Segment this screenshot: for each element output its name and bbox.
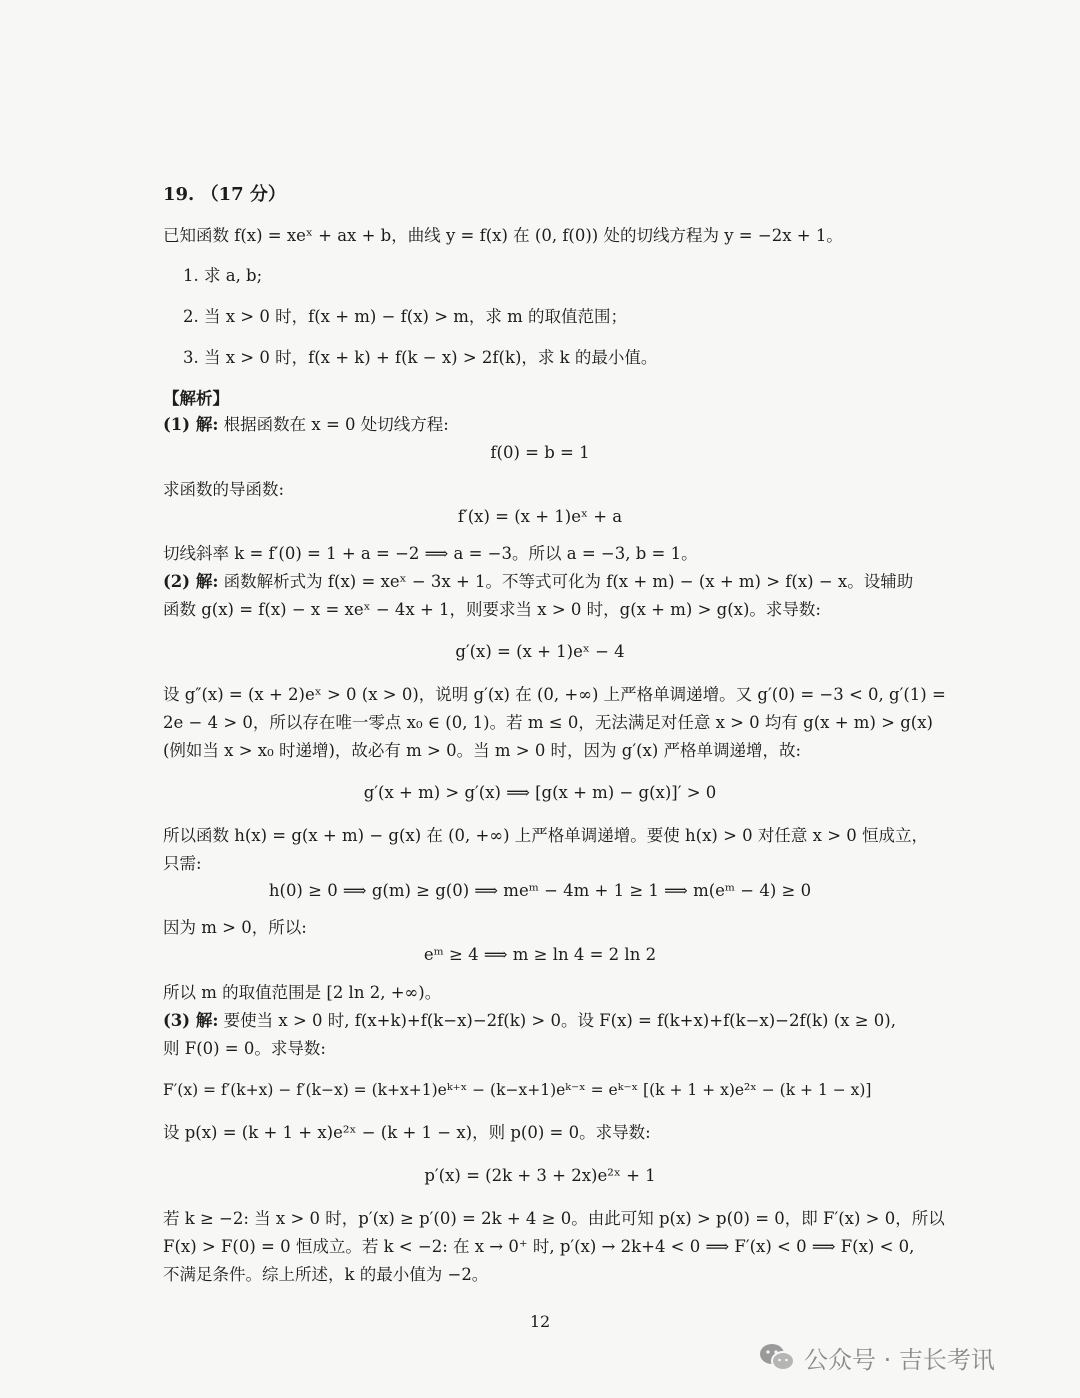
part2-line5: (例如当 x > x₀ 时递增)，故必有 m > 0。当 m > 0 时，因为 g′(x) 严格单调递增，故: (163, 741, 802, 760)
watermark (758, 1340, 995, 1374)
part3-line6: 不满足条件。综上所述，k 的最小值为 −2。 (163, 1265, 489, 1284)
part2-line6: 所以函数 h(x) = g(x + m) − g(x) 在 (0, +∞) 上严格单调递增。要使 h(x) > 0 对任意 x > 0 恒成立， (163, 826, 929, 845)
part1-text3: 切线斜率 k = f′(0) = 1 + a = −2 ⟹ a = −3。所以 a = −3, b = 1。 (163, 544, 698, 563)
problem-number: 19. (163, 184, 195, 205)
part3-line3: 设 p(x) = (k + 1 + x)e²ˣ − (k + 1 − x)，则 p(0) = 0。求导数: (163, 1123, 651, 1142)
part2-eq4: eᵐ ≥ 4 ⟹ m ≥ ln 4 = 2 ln 2 (423, 945, 657, 964)
part1-text: 根据函数在 x = 0 处切线方程: (218, 415, 449, 434)
part1-text2: 求函数的导函数: (163, 480, 285, 499)
part2-line7: 只需: (163, 854, 202, 873)
part2-line2: 函数 g(x) = f(x) − x = xeˣ − 4x + 1，则要求当 x > 0 时，g(x + m) > g(x)。求导数: (163, 600, 821, 619)
part3-line1 (163, 1010, 896, 1032)
part2-line9: 所以 m 的取值范围是 [2 ln 2, +∞)。 (163, 983, 442, 1002)
page-number: 12 (529, 1312, 551, 1331)
problem-points: （17 分） (200, 184, 286, 205)
part1-eq2: f′(x) = (x + 1)eˣ + a (457, 507, 623, 526)
part3-eq2: p′(x) = (2k + 3 + 2x)e²ˣ + 1 (424, 1166, 656, 1185)
part2-line8: 因为 m > 0，所以: (163, 918, 307, 937)
part3-line4: 若 k ≥ −2: 当 x > 0 时，p′(x) ≥ p′(0) = 2k + 4 ≥ 0。由此可知 p(x) > p(0) = 0，即 F′(x) > 0，所以 (163, 1209, 945, 1228)
wechat-icon (758, 1341, 796, 1373)
part1-intro (163, 414, 449, 436)
part1-label: (1) 解: (163, 415, 219, 434)
question-1: 1. 求 a, b; (183, 266, 263, 285)
question-2: 2. 当 x > 0 时，f(x + m) − f(x) > m，求 m 的取值范围； (183, 307, 628, 326)
part2-text: 函数解析式为 f(x) = xeˣ − 3x + 1。不等式可化为 f(x + m) − (x + m) > f(x) − x。设辅助 (218, 572, 914, 591)
analysis-heading: 【解析】 (163, 389, 229, 408)
part3-eq1: F′(x) = f′(k+x) − f′(k−x) = (k+x+1)eᵏ⁺ˣ − (k−x+1)eᵏ⁻ˣ = eᵏ⁻ˣ [(k + 1 + x)e²ˣ − (k + 1 − x)] (163, 1081, 872, 1099)
problem-statement: 已知函数 f(x) = xeˣ + ax + b，曲线 y = f(x) 在 (0, f(0)) 处的切线方程为 y = −2x + 1。 (163, 226, 843, 245)
part3-line2: 则 F(0) = 0。求导数: (163, 1039, 326, 1058)
part2-eq3: h(0) ≥ 0 ⟹ g(m) ≥ g(0) ⟹ meᵐ − 4m + 1 ≥ 1 ⟹ m(eᵐ − 4) ≥ 0 (268, 881, 812, 900)
part3-text: 要使当 x > 0 时, f(x+k)+f(k−x)−2f(k) > 0。设 F(x) = f(k+x)+f(k−x)−2f(k) (x ≥ 0), (218, 1011, 896, 1030)
part2-line3: 设 g″(x) = (x + 2)eˣ > 0 (x > 0)，说明 g′(x) 在 (0, +∞) 上严格单调递增。又 g′(0) = −3 < 0, g′(1) = (163, 685, 946, 704)
part3-label: (3) 解: (163, 1011, 219, 1030)
part2-label: (2) 解: (163, 572, 219, 591)
part2-line4: 2e − 4 > 0，所以存在唯一零点 x₀ ∈ (0, 1)。若 m ≤ 0，无法满足对任意 x > 0 均有 g(x + m) > g(x) (163, 713, 933, 732)
part1-eq1: f(0) = b = 1 (490, 443, 590, 462)
question-3: 3. 当 x > 0 时，f(x + k) + f(k − x) > 2f(k)，求 k 的最小值。 (183, 348, 658, 367)
problem-header (163, 184, 286, 206)
part2-line1 (163, 571, 913, 593)
part3-line5: F(x) > F(0) = 0 恒成立。若 k < −2: 在 x → 0⁺ 时, p′(x) → 2k+4 < 0 ⟹ F′(x) < 0 ⟹ F(x) < 0, (163, 1237, 915, 1256)
part2-eq1: g′(x) = (x + 1)eˣ − 4 (455, 642, 625, 661)
part2-eq2: g′(x + m) > g′(x) ⟹ [g(x + m) − g(x)]′ > 0 (363, 783, 717, 802)
watermark-text: 公众号 · 吉长考讯 (804, 1345, 995, 1374)
